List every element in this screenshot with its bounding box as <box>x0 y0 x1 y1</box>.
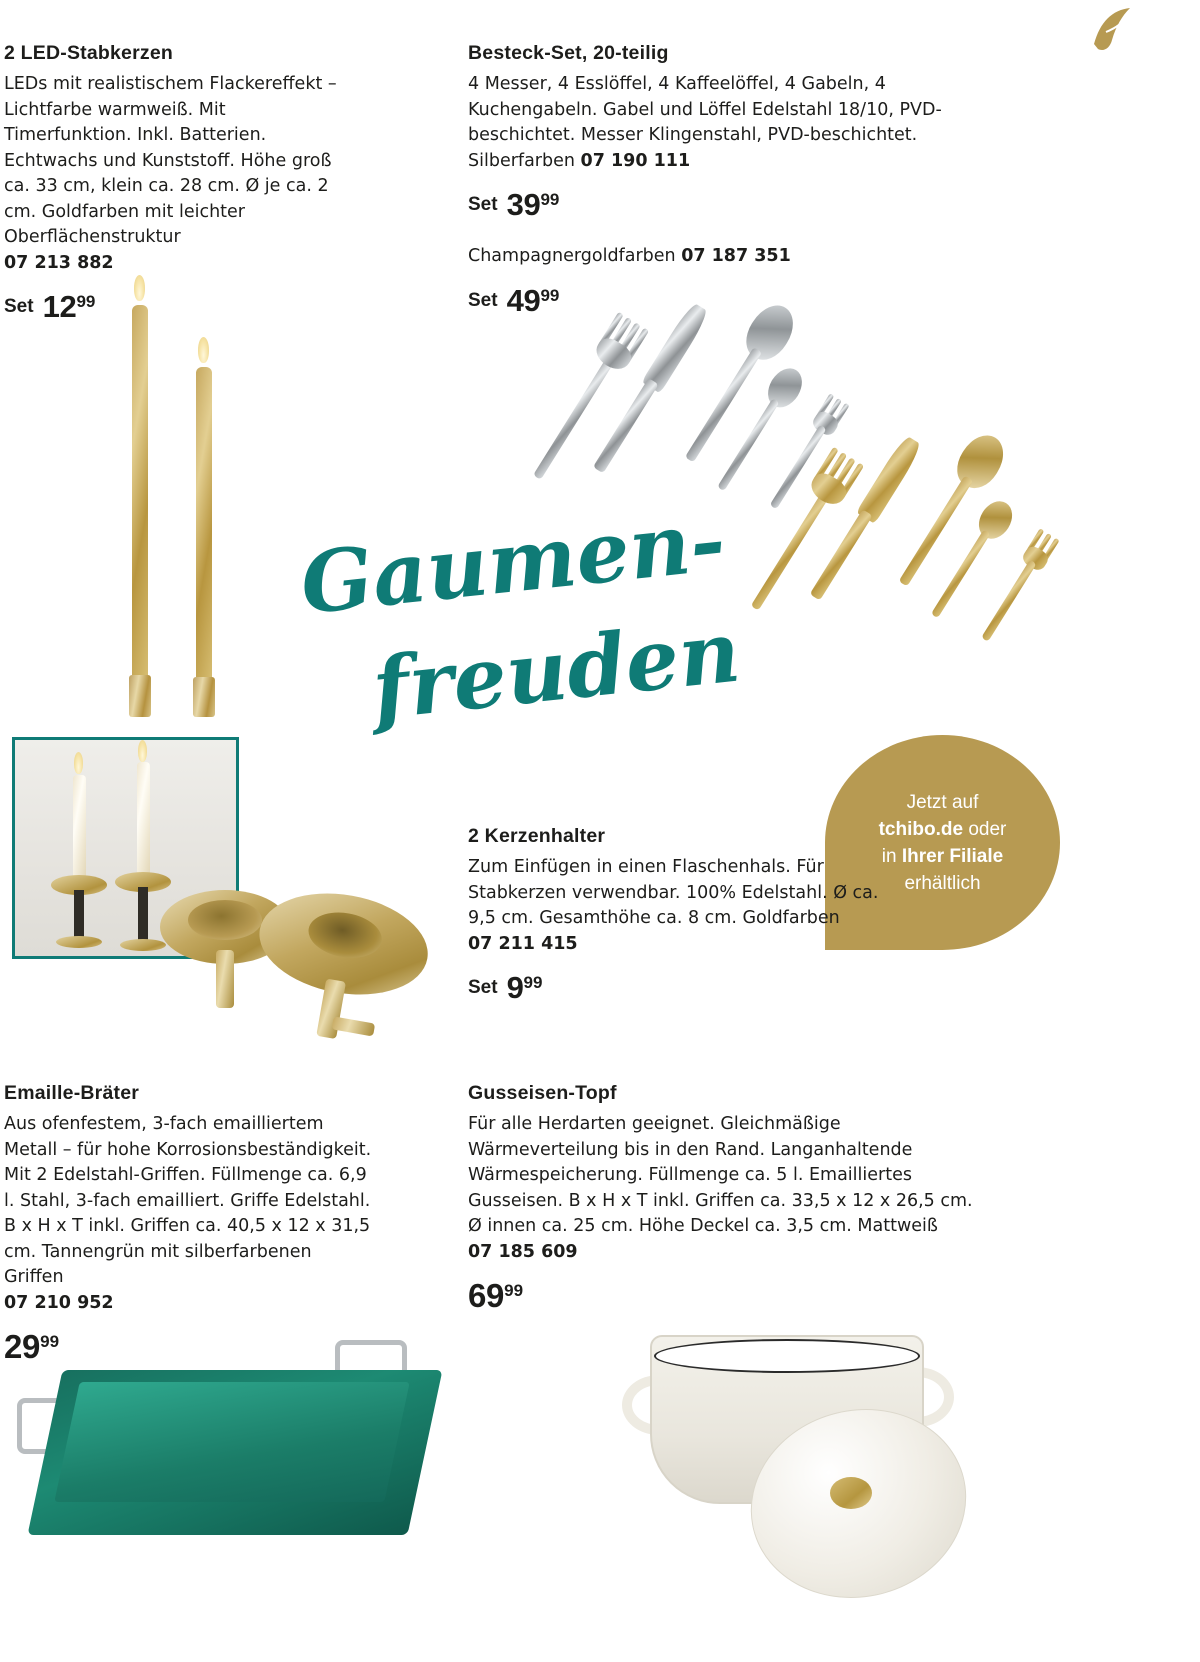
price-set-label: Set <box>4 296 34 317</box>
product-gusseisen-topf <box>468 1082 988 1313</box>
photo-bottle-neck <box>138 887 148 945</box>
badge-line-3 <box>882 843 1003 870</box>
enamel-roaster-image <box>25 1330 445 1580</box>
pot-lid-knob <box>830 1477 872 1509</box>
cast-iron-pot-image <box>640 1305 970 1605</box>
variant-silver-article-number: 07 190 111 <box>580 150 691 171</box>
candle-flame-icon <box>134 275 145 301</box>
price-cents: 99 <box>504 1281 524 1300</box>
taper-candle-base <box>193 677 215 717</box>
product-description: Aus ofenfestem, 3-fach emailliertem Metall – für hohe Korrosionsbeständigkeit. Mit 2 Edelstahl-Griffen. Füllmenge ca. 6,9 l. Stahl, 3-fach emailliert. Griffe Edelstahl. B x H x T inkl. Griffen ca. 40,5 x 12 x 31,5 cm. Tannengrün mit silberfarbenen Griffen <box>4 1114 372 1287</box>
price-amount: 9 <box>506 970 524 1005</box>
product-kerzenhalter <box>468 825 888 1005</box>
price-cents: 99 <box>523 973 543 992</box>
price-cents: 99 <box>540 190 560 209</box>
price-amount: 49 <box>506 282 541 318</box>
headline-line-1: Gaumen- <box>296 490 730 634</box>
photo-bottle-neck <box>74 890 84 942</box>
variant-silver-label: Silberfarben <box>468 150 575 171</box>
price-amount: 39 <box>506 187 541 222</box>
photo-bottle-base <box>56 936 102 948</box>
product-price <box>468 971 888 1005</box>
badge-in: in <box>881 845 902 867</box>
taper-candle-base <box>129 675 151 717</box>
product-description: Zum Einfügen in einen Flaschenhals. Für Stabkerzen verwendbar. 100% Edelstahl. Ø ca. 9,5 cm. Gesamthöhe ca. 8 cm. Goldfarben <box>468 857 879 928</box>
photo-candle <box>137 762 150 877</box>
product-description: 4 Messer, 4 Esslöffel, 4 Kaffeelöffel, 4 Gabeln, 4 Kuchengabeln. Gabel und Löffel Edelstahl 18/10, PVD-beschichtet. Messer Klingenstahl, PVD-beschichtet. <box>468 74 942 145</box>
candle-flame-icon <box>138 740 147 762</box>
price-cents: 99 <box>40 1332 60 1351</box>
price-set-label: Set <box>468 289 498 311</box>
product-description: LEDs mit realistischem Flackereffekt – Lichtfarbe warmweiß. Mit Timerfunktion. Inkl. Batterien. Echtwachs und Kunststoff. Höhe groß ca. 33 cm, klein ca. 28 cm. Ø je ca. 2 cm. Goldfarben mit leichter Oberflächenstruktur <box>4 74 337 247</box>
photo-candle <box>73 775 86 880</box>
product-title: 2 Kerzenhalter <box>468 825 606 847</box>
product-article-number: 07 185 609 <box>468 1241 578 1262</box>
price-set-label: Set <box>468 977 498 998</box>
product-article-number: 07 210 952 <box>4 1292 114 1313</box>
pot-rim <box>654 1339 920 1373</box>
badge-site: tchibo.de <box>878 818 964 840</box>
roaster-interior <box>54 1382 410 1502</box>
candle-flame-icon <box>198 337 209 363</box>
badge-line-4: erhältlich <box>904 872 981 894</box>
product-title: Besteck-Set, 20-teilig <box>468 42 669 64</box>
badge-or: oder <box>963 818 1007 840</box>
brand-mark-icon <box>1082 2 1142 57</box>
led-taper-candles-image <box>110 275 270 725</box>
variant-champagne-label: Champagnergoldfarben <box>468 246 676 266</box>
candle-holder-product-image-2 <box>243 875 451 1055</box>
price-set-label: Set <box>468 194 498 215</box>
price-amount: 69 <box>468 1277 505 1314</box>
variant-silver-price <box>468 188 968 222</box>
price-amount: 29 <box>4 1328 41 1365</box>
section-headline <box>296 490 770 780</box>
price-amount: 12 <box>42 289 77 324</box>
product-article-number: 07 213 882 <box>4 252 114 273</box>
variant-champagne-article-number: 07 187 351 <box>681 246 791 266</box>
variant-champagne <box>468 244 968 270</box>
product-emaille-braeter <box>4 1082 374 1364</box>
badge-line-1: Jetzt auf <box>906 791 979 813</box>
price-cents: 99 <box>76 292 96 311</box>
product-besteck-set <box>468 42 968 318</box>
candle-flame-icon <box>74 752 83 774</box>
headline-line-2: freuden <box>367 601 745 739</box>
product-article-number: 07 211 415 <box>468 933 578 954</box>
variant-silver <box>468 149 968 175</box>
price-cents: 99 <box>540 285 560 305</box>
badge-line-2 <box>879 816 1007 843</box>
taper-candle <box>132 305 148 695</box>
cutlery-gold-image <box>810 425 1085 660</box>
product-title: Emaille-Bräter <box>4 1082 140 1104</box>
product-description: Für alle Herdarten geeignet. Gleichmäßige Wärmeverteilung bis in den Rand. Langanhaltende Wärmespeicherung. Füllmenge ca. 5 l. Emailliertes Gusseisen. B x H x T inkl. Griffen ca. 33,5 x 12 x 26,5 cm. Ø innen ca. 25 cm. Höhe Deckel ca. 3,5 cm. Mattweiß <box>468 1114 973 1236</box>
taper-candle <box>196 367 212 697</box>
product-title: Gusseisen-Topf <box>468 1082 617 1104</box>
badge-store: Ihrer Filiale <box>901 845 1004 867</box>
product-title: 2 LED-Stabkerzen <box>4 42 173 64</box>
